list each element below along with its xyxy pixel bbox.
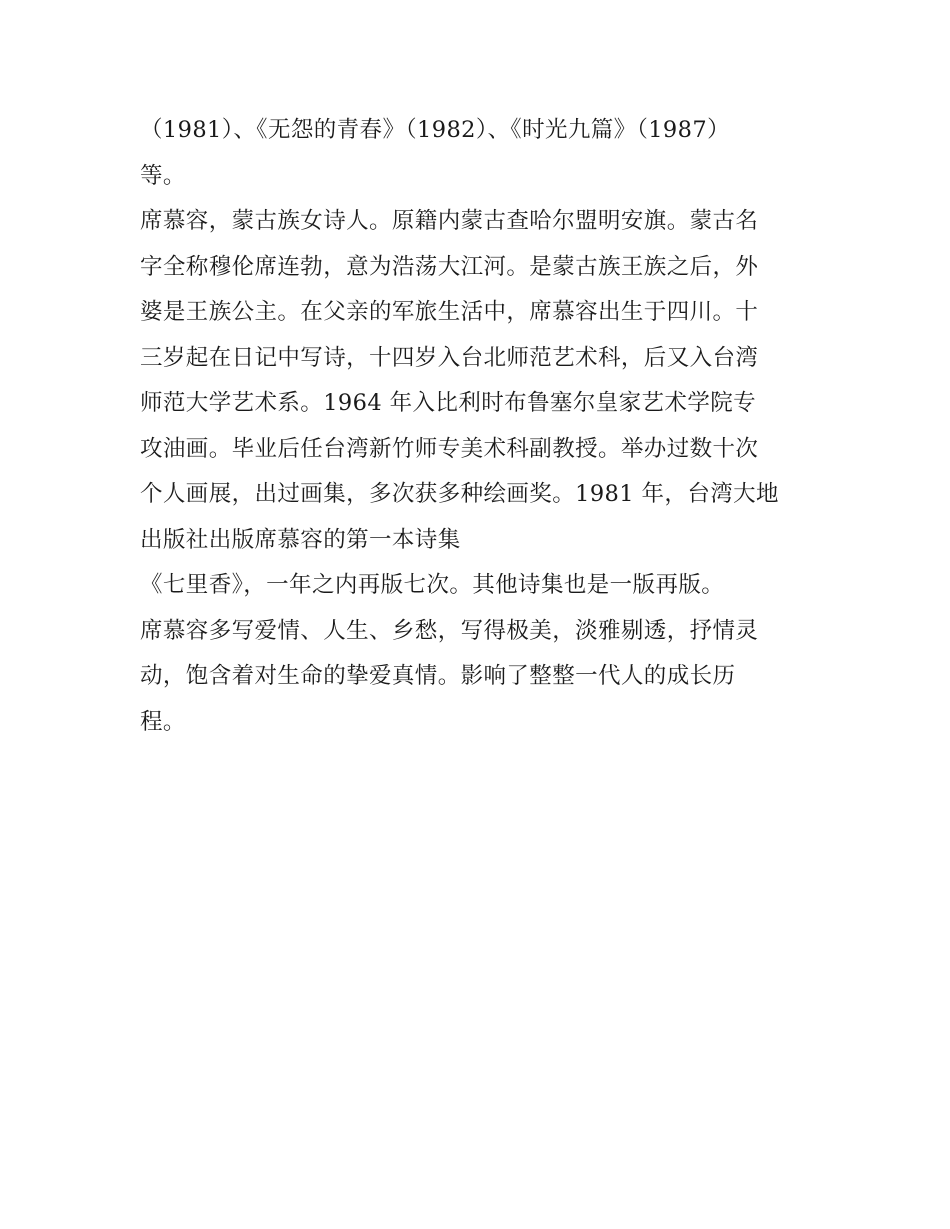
text-line: 席慕容多写爱情、人生、乡愁，写得极美，淡雅剔透，抒情灵 bbox=[140, 617, 759, 644]
text-line: 程。 bbox=[140, 708, 186, 735]
text-line: 《七里香》，一年之内再版七次。其他诗集也是一版再版。 bbox=[140, 572, 725, 598]
text-line: （1981）、《无怨的青春》（1982）、《时光九篇》（1987） bbox=[140, 117, 730, 143]
text-line: 婆是王族公主。在父亲的军旅生活中，席慕容出生于四川。十 bbox=[140, 299, 759, 325]
text-line: 出版社出版席慕容的第一本诗集 bbox=[140, 526, 461, 553]
text-line: 师范大学艺术系。1964 年入比利时布鲁塞尔皇家艺术学院专 bbox=[140, 390, 757, 416]
text-line: 动，饱含着对生命的挚爱真情。影响了整整一代人的成长历 bbox=[140, 663, 736, 689]
text-line: 字全称穆伦席连勃，意为浩荡大江河。是蒙古族王族之后，外 bbox=[140, 253, 759, 280]
text-line: 等。 bbox=[140, 162, 186, 189]
text-line: 三岁起在日记中写诗，十四岁入台北师范艺术科，后又入台湾 bbox=[140, 344, 759, 371]
text-line: 攻油画。毕业后任台湾新竹师专美术科副教授。举办过数十次 bbox=[140, 435, 759, 462]
text-line: 席慕容，蒙古族女诗人。原籍内蒙古查哈尔盟明安旗。蒙古名 bbox=[140, 208, 759, 234]
text-line: 个人画展，出过画集，多次获多种绘画奖。1981 年，台湾大地 bbox=[140, 481, 779, 507]
body-text bbox=[140, 108, 820, 745]
